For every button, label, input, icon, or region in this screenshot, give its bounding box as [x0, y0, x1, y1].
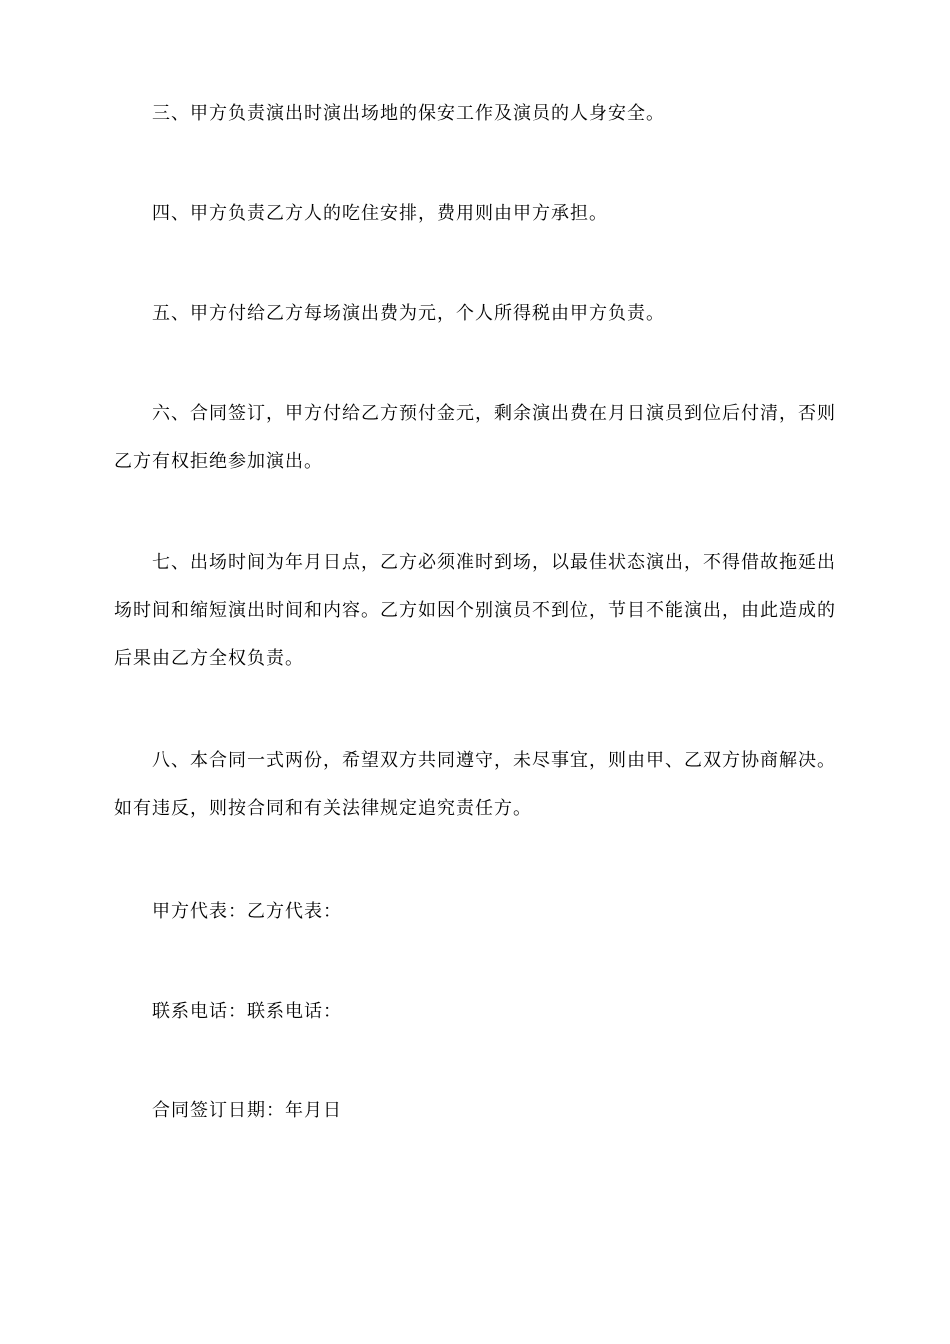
signing-date-line: 合同签订日期：年月日 — [152, 1100, 342, 1121]
clause-five: 五、甲方付给乙方每场演出费为元，个人所得税由甲方负责。 — [152, 303, 665, 324]
clause-three: 三、甲方负责演出时演出场地的保安工作及演员的人身安全。 — [152, 103, 665, 124]
clause-four: 四、甲方负责乙方人的吃住安排，费用则由甲方承担。 — [152, 203, 608, 224]
clause-seven: 七、出场时间为年月日点，乙方必须准时到场，以最佳状态演出，不得借故拖延出场时间和缩短演出时间和内容。乙方如因个别演员不到位，节目不能演出，由此造成的后果由乙方全权负责。 — [114, 552, 836, 669]
phones-line: 联系电话：联系电话： — [152, 1001, 342, 1022]
representatives-line: 甲方代表：乙方代表： — [152, 901, 342, 922]
clause-six: 六、合同签订，甲方付给乙方预付金元，剩余演出费在月日演员到位后付清，否则乙方有权拒绝参加演出。 — [114, 403, 836, 472]
clause-eight: 八、本合同一式两份，希望双方共同遵守，未尽事宜，则由甲、乙双方协商解决。如有违反，则按合同和有关法律规定追究责任方。 — [114, 750, 836, 819]
